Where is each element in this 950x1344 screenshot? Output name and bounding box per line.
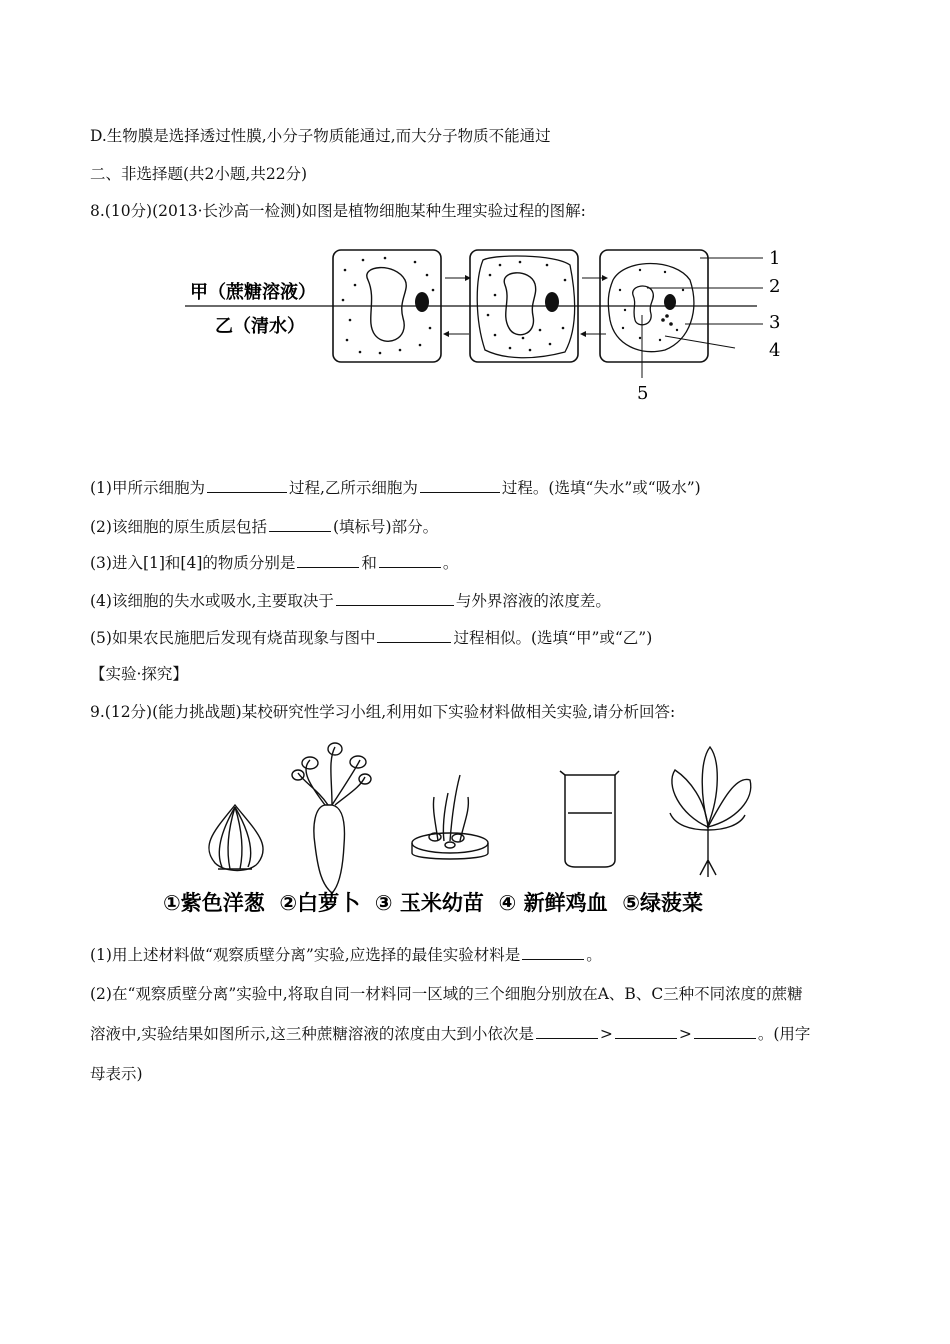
corn-seedling-icon (412, 775, 488, 859)
spinach-icon (670, 747, 751, 877)
p2-line2: 溶液中,实验结果如图所示,这三种蔗糖溶液的浓度由大到小依次是 > > 。(用字 (90, 1025, 811, 1043)
num-4: 4 (769, 340, 781, 361)
q4: (4)该细胞的失水或吸水,主要取决于 与外界溶液的浓度差。 (90, 592, 611, 610)
num-3: 3 (769, 312, 781, 333)
section-heading: 二、非选择题(共2小题,共22分) (90, 165, 308, 183)
beaker-icon (560, 771, 619, 867)
option-d: D.生物膜是选择透过性膜,小分子物质能通过,而大分子物质不能通过 (90, 127, 551, 145)
num-1: 1 (769, 248, 781, 269)
q1: (1)甲所示细胞为 过程,乙所示细胞为 过程。(选填“失水”或“吸水”) (90, 479, 701, 497)
section-experiment: 【实验·探究】 (90, 665, 188, 683)
materials-figure (160, 735, 800, 925)
question-9-stem: 9.(12分)(能力挑战题)某校研究性学习小组,利用如下实验材料做相关实验,请分析回答: (90, 703, 676, 721)
p1: (1)用上述材料做“观察质壁分离”实验,应选择的最佳实验材料是 。 (90, 946, 602, 964)
question-8-stem: 8.(10分)(2013·长沙高一检测)如图是植物细胞某种生理实验过程的图解: (90, 202, 586, 220)
p2-line1: (2)在“观察质壁分离”实验中,将取自同一材料同一区域的三个细胞分别放在A、B、C三种不同浓度的蔗糖 (90, 985, 803, 1003)
plasmolysis-figure (185, 240, 785, 410)
label-yi: 乙（清水） (215, 316, 305, 337)
num-2: 2 (769, 276, 781, 297)
num-5: 5 (637, 383, 649, 404)
q5: (5)如果农民施肥后发现有烧苗现象与图中 过程相似。(选填“甲”或“乙”) (90, 629, 653, 647)
q3: (3)进入[1]和[4]的物质分别是 和 。 (90, 554, 459, 572)
q2: (2)该细胞的原生质层包括 (填标号)部分。 (90, 518, 439, 536)
label-jia: 甲（蔗糖溶液） (190, 282, 316, 303)
materials-caption: ①紫色洋葱 ②白萝卜 ③ 玉米幼苗 ④ 新鲜鸡血 ⑤绿菠菜 (163, 891, 704, 915)
onion-icon (209, 805, 263, 871)
radish-icon (292, 743, 371, 893)
p2-line3: 母表示) (90, 1065, 143, 1083)
